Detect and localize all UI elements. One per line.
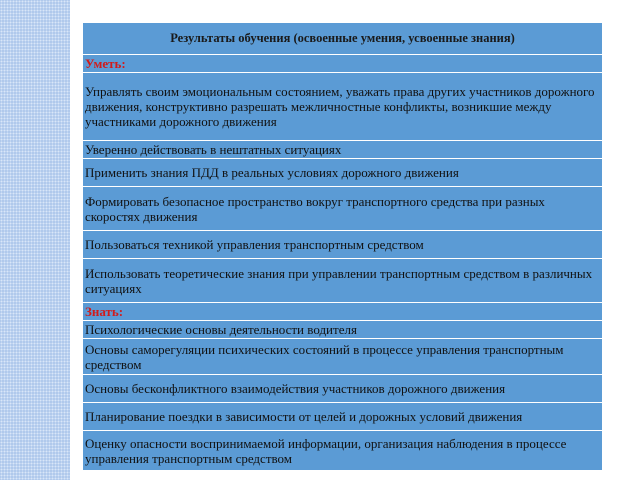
table-row <box>83 73 603 141</box>
skill-item: Управлять своим эмоциональным состоянием, уважать права других участников дорожного движения, конструктивно разрешать межличностные конфликты, возникшие между участниками дорожного движения <box>83 73 603 141</box>
section-row-skills <box>83 55 603 73</box>
section-title-knowledge: Знать: <box>83 303 603 321</box>
table-row <box>83 259 603 303</box>
section-row-knowledge <box>83 303 603 321</box>
skill-item: Уверенно действовать в нештатных ситуациях <box>83 141 603 159</box>
table-row <box>83 403 603 431</box>
table-row <box>83 375 603 403</box>
table-row <box>83 141 603 159</box>
table-header-row <box>83 23 603 55</box>
table-row <box>83 339 603 375</box>
skill-item: Применить знания ПДД в реальных условиях дорожного движения <box>83 159 603 187</box>
table-row <box>83 321 603 339</box>
skill-item: Пользоваться техникой управления транспортным средством <box>83 231 603 259</box>
skill-item: Формировать безопасное пространство вокруг транспортного средства при разных скоростях движения <box>83 187 603 231</box>
decorative-side-stripe <box>0 0 70 480</box>
knowledge-item: Основы бесконфликтного взаимодействия участников дорожного движения <box>83 375 603 403</box>
table-row <box>83 187 603 231</box>
table-row <box>83 431 603 471</box>
section-title-skills: Уметь: <box>83 55 603 73</box>
knowledge-item: Планирование поездки в зависимости от целей и дорожных условий движения <box>83 403 603 431</box>
table-row <box>83 159 603 187</box>
learning-outcomes-table-container <box>82 22 602 470</box>
table-row <box>83 231 603 259</box>
table-header: Результаты обучения (освоенные умения, усвоенные знания) <box>83 23 603 55</box>
learning-outcomes-table <box>82 22 603 471</box>
knowledge-item: Основы саморегуляции психических состояний в процессе управления транспортным средством <box>83 339 603 375</box>
knowledge-item: Психологические основы деятельности водителя <box>83 321 603 339</box>
skill-item: Использовать теоретические знания при управлении транспортным средством в различных ситуациях <box>83 259 603 303</box>
knowledge-item: Оценку опасности воспринимаемой информации, организация наблюдения в процессе управления транспортным средством <box>83 431 603 471</box>
